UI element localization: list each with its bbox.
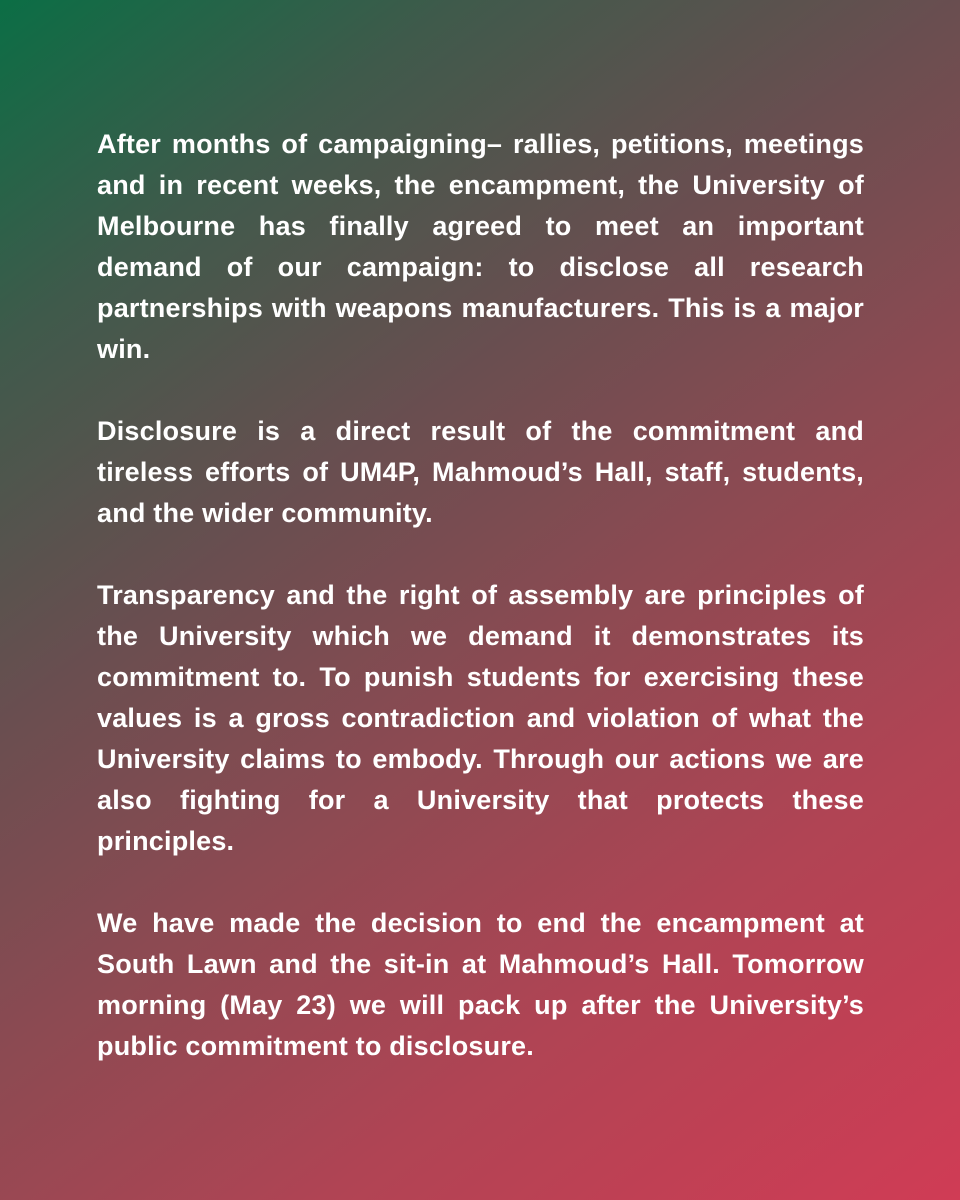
statement-text: [97, 124, 864, 1067]
paragraph-decision: We have made the decision to end the encampment at South Lawn and the sit-in at Mahmoud’s Hall. Tomorrow morning (May 23) we will pack up after the University’s public commitment to disclosure.: [97, 908, 864, 1061]
paragraph-disclosure-win: After months of campaigning– rallies, petitions, meetings and in recent weeks, the encampment, the University of Melbourne has finally agreed to meet an important demand of our campaign: to disclose all research partnerships with weapons manufacturers. This is a major win.: [97, 129, 864, 364]
paragraph-credit: Disclosure is a direct result of the commitment and tireless efforts of UM4P, Mahmoud’s Hall, staff, students, and the wider community.: [97, 416, 864, 528]
paragraph-principles: Transparency and the right of assembly are principles of the University which we demand it demonstrates its commitment to. To punish students for exercising these values is a gross contradiction and violation of what the University claims to embody. Through our actions we are also fighting for a University that protects these principles.: [97, 580, 864, 856]
